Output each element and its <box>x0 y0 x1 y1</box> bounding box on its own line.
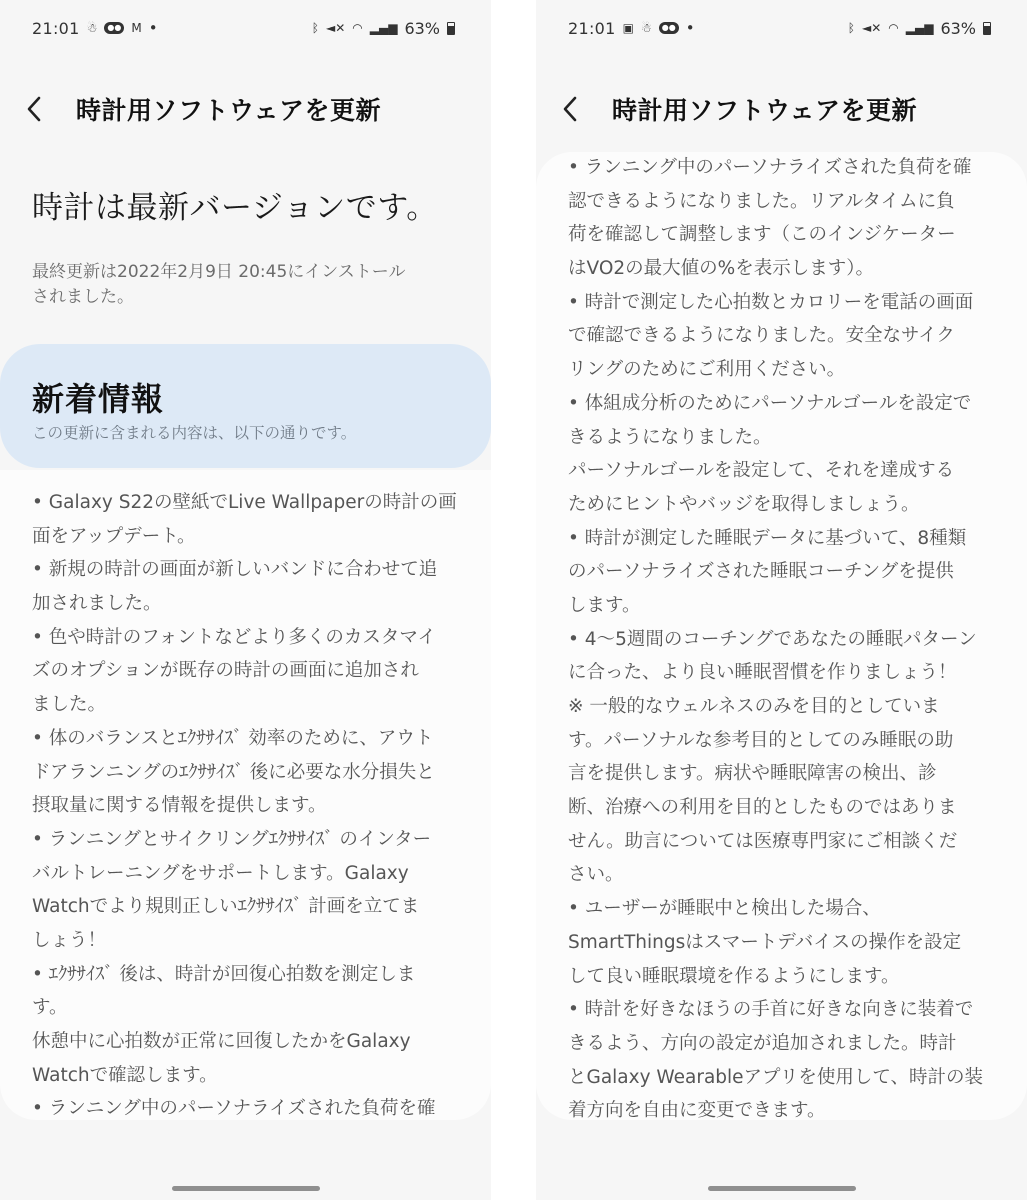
release-note-line: • ランニング中のパーソナライズされた負荷を確 <box>568 157 972 178</box>
release-note-line: 面をアップデート。 <box>32 525 196 547</box>
dot-icon: • <box>685 18 695 37</box>
mute-icon: ◄✕ <box>325 21 346 35</box>
bluetooth-icon: ᛒ <box>847 21 855 35</box>
status-left <box>32 19 158 38</box>
release-note-line: • ｴｸｻｻｲｽﾞ 後は、時計が回復心拍数を測定しま <box>32 963 416 985</box>
release-note-line: • ユーザーが睡眠中と検出した場合、 <box>568 898 881 920</box>
release-note-line: のパーソナライズされた睡眠コーチングを提供 <box>568 561 954 583</box>
release-note-line: バルトレーニングをサポートします。Galaxy <box>32 862 409 884</box>
release-note-line: 着方向を自由に変更できます。 <box>568 1100 826 1120</box>
status-right <box>312 19 455 38</box>
release-note-line: きるようになりました。 <box>568 426 772 448</box>
release-note-line: ためにヒントやバッジを取得しましょう。 <box>568 493 920 515</box>
home-indicator[interactable] <box>172 1186 320 1191</box>
release-note-line: ました。 <box>32 694 107 716</box>
release-note-line: に合った、より良い睡眠習慣を作りましょう！ <box>568 662 957 684</box>
last-update-line: されました。 <box>32 287 134 307</box>
phone-screen-right <box>536 0 1027 1200</box>
release-note-line: す。パーソナルな参考目的としてのみ睡眠の助 <box>568 729 954 751</box>
badge-icon: ●● <box>659 22 679 34</box>
release-note-line: とGalaxy Wearableアプリを使用して、時計の装 <box>568 1066 983 1088</box>
release-note-line: ズのオプションが既存の時計の画面に追加され <box>32 660 419 682</box>
release-note-line: せん。助言については医療専門家にご相談くだ <box>568 830 958 852</box>
bluetooth-icon: ᛒ <box>311 21 319 35</box>
gallery-icon: ▣ <box>622 21 634 35</box>
app-bar <box>26 86 471 132</box>
release-note-line: 荷を確認して調整します（このインジケーター <box>568 224 956 246</box>
release-note-line: ※ 一般的なウェルネスのみを目的としていま <box>568 696 940 717</box>
status-time: 21:01 <box>568 18 616 38</box>
signal-icon: ▂▄▆ <box>369 21 398 35</box>
release-note-line: SmartThingsはスマートデバイスの操作を設定 <box>568 931 962 953</box>
back-arrow-icon <box>26 96 42 122</box>
battery-icon <box>447 22 455 35</box>
release-note-line: • 時計を好きなほうの手首に好きな向きに装着で <box>568 999 974 1021</box>
status-bar <box>32 14 455 42</box>
release-notes-text <box>32 486 467 1120</box>
release-note-line: ドアランニングのｴｸｻｻｲｽﾞ 後に必要な水分損失と <box>32 761 435 783</box>
dot-icon: • <box>148 18 158 37</box>
back-button[interactable] <box>562 86 602 132</box>
status-right <box>848 19 991 38</box>
release-note-line: Watchで確認します。 <box>32 1064 218 1086</box>
battery-icon <box>983 22 991 35</box>
wifi-icon: ◠ <box>888 21 899 35</box>
mute-icon: ◄✕ <box>861 21 882 35</box>
release-notes-card[interactable] <box>0 470 491 1120</box>
release-note-line: きるよう、方向の設定が追加されました。時計 <box>568 1032 957 1054</box>
release-note-line: • 4～5週間のコーチングであなたの睡眠パターン <box>568 628 977 650</box>
battery-percent: 63% <box>404 18 440 38</box>
release-note-line: 言を提供します。病状や睡眠障害の検出、診 <box>568 763 937 785</box>
back-button[interactable] <box>26 86 66 132</box>
release-note-line: パーソナルゴールを設定して、それを達成する <box>568 460 955 482</box>
last-update-line: 最終更新は2022年2月9日 20:45にインストール <box>32 262 406 282</box>
page-title: 時計用ソフトウェアを更新 <box>76 96 382 125</box>
release-note-line: Watchでより規則正しいｴｸｻｻｲｽﾞ 計画を立てま <box>32 896 420 918</box>
page-title: 時計用ソフトウェアを更新 <box>612 96 918 125</box>
status-left <box>568 19 695 38</box>
battery-percent: 63% <box>940 18 976 38</box>
release-note-line: 摂取量に関する情報を提供します。 <box>32 795 327 817</box>
signal-icon: ▂▄▆ <box>905 21 934 35</box>
person-icon: ☃ <box>640 21 652 35</box>
release-note-line: さい。 <box>568 864 624 886</box>
release-note-line: • ランニング中のパーソナライズされた負荷を確 <box>32 1098 436 1120</box>
release-note-line: リングのためにご利用ください。 <box>568 359 846 381</box>
release-note-line: 断、治療への利用を目的としたものではありま <box>568 797 957 819</box>
phone-screen-left <box>0 0 491 1200</box>
home-indicator[interactable] <box>708 1186 856 1191</box>
release-notes-card[interactable] <box>536 152 1027 1120</box>
release-note-line: しょう！ <box>32 929 107 951</box>
release-note-line: 認できるようになりました。リアルタイムに負 <box>568 190 955 212</box>
whats-new-title: 新着情報 <box>32 380 165 418</box>
mail-icon: M <box>131 21 142 35</box>
release-note-line: 休憩中に心拍数が正常に回復したかをGalaxy <box>32 1031 411 1052</box>
release-note-line: して良い睡眠環境を作るようにします。 <box>568 965 900 987</box>
release-note-line: • 時計が測定した睡眠データに基づいて、8種類 <box>568 527 967 549</box>
release-note-line: す。 <box>32 997 68 1019</box>
release-note-line: 加されました。 <box>32 593 162 615</box>
release-note-line: はVO2の最大値の%を表示します）。 <box>568 258 874 280</box>
whats-new-header <box>0 344 491 468</box>
release-note-line: • 新規の時計の画面が新しいバンドに合わせて追 <box>32 559 438 581</box>
release-note-line: • ランニングとサイクリングｴｸｻｻｲｽﾞ のインター <box>32 828 432 850</box>
app-bar <box>562 86 1007 132</box>
status-time: 21:01 <box>32 18 80 38</box>
badge-icon: ●● <box>104 22 124 34</box>
release-note-line: • 体のバランスとｴｸｻｻｲｽﾞ 効率のために、アウト <box>32 727 434 749</box>
version-status-title: 時計は最新バージョンです。 <box>32 190 438 226</box>
release-notes-text <box>568 152 1003 1120</box>
release-note-line: で確認できるようになりました。安全なサイク <box>568 325 955 347</box>
person-icon: ☃ <box>86 21 98 35</box>
last-update-info <box>32 260 472 310</box>
release-note-line: • 時計で測定した心拍数とカロリーを電話の画面 <box>568 291 974 313</box>
release-note-line: します。 <box>568 594 641 616</box>
release-note-line: • Galaxy S22の壁紙でLive Wallpaperの時計の画 <box>32 492 457 513</box>
release-note-line: • 体組成分析のためにパーソナルゴールを設定で <box>568 392 972 414</box>
whats-new-subtitle: この更新に含まれる内容は、以下の通りです。 <box>32 424 357 442</box>
status-bar <box>568 14 991 42</box>
back-arrow-icon <box>562 96 578 122</box>
release-note-line: • 色や時計のフォントなどより多くのカスタマイ <box>32 626 436 648</box>
wifi-icon: ◠ <box>352 21 363 35</box>
